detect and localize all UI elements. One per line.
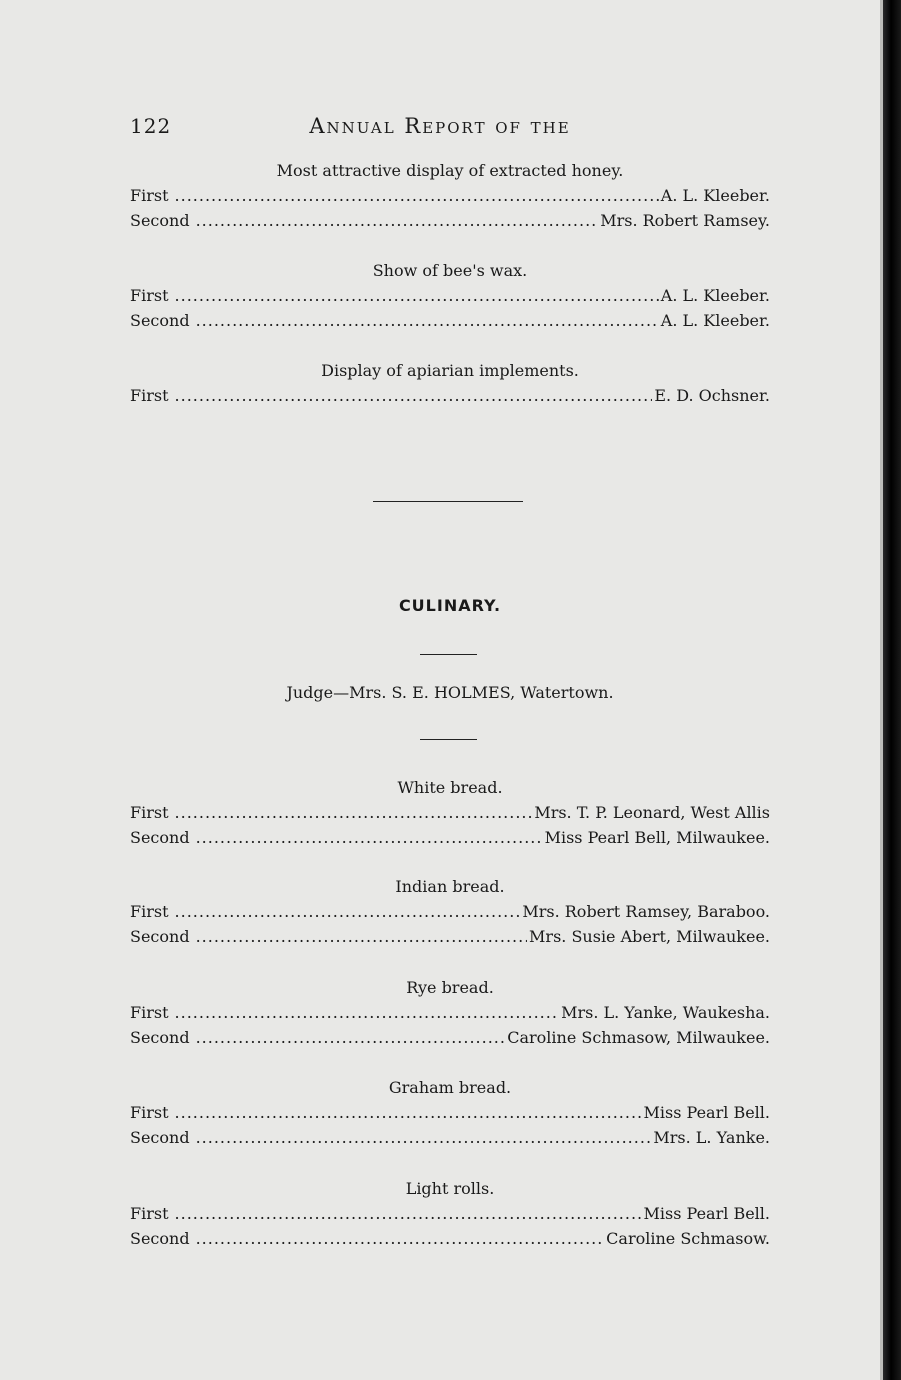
book-binding-edge xyxy=(883,0,901,1380)
winner-name: Mrs. Robert Ramsey, Baraboo. xyxy=(522,902,770,921)
dot-leader xyxy=(196,208,599,233)
place-label: First xyxy=(130,386,169,405)
award-entry xyxy=(130,825,770,850)
dot-leader xyxy=(196,1226,605,1251)
dot-leader xyxy=(175,283,659,308)
section-title: Indian bread. xyxy=(395,877,505,896)
short-rule xyxy=(420,739,477,740)
place-label: Second xyxy=(130,828,190,847)
culinary-heading: CULINARY. xyxy=(398,596,502,615)
page-number: 122 xyxy=(130,114,172,138)
award-section xyxy=(130,158,770,233)
winner-name: A. L. Kleeber. xyxy=(660,311,770,330)
running-head: Annual Report of the xyxy=(309,114,571,138)
award-entry xyxy=(130,308,770,333)
award-entry xyxy=(130,383,770,408)
place-label: First xyxy=(130,1003,169,1022)
dot-leader xyxy=(175,1000,560,1025)
section-divider xyxy=(373,501,523,502)
award-entry xyxy=(130,1100,770,1125)
winner-name: E. D. Ochsner. xyxy=(654,386,770,405)
award-section xyxy=(130,775,770,850)
place-label: Second xyxy=(130,1028,190,1047)
award-entry xyxy=(130,208,770,233)
winner-name: Mrs. Susie Abert, Milwaukee. xyxy=(529,927,770,946)
place-label: First xyxy=(130,1103,169,1122)
winner-name: Mrs. Robert Ramsey. xyxy=(600,211,770,230)
dot-leader xyxy=(175,1201,642,1226)
place-label: First xyxy=(130,286,169,305)
award-entry xyxy=(130,1125,770,1150)
award-section xyxy=(130,258,770,333)
place-label: First xyxy=(130,803,169,822)
place-label: Second xyxy=(130,1229,190,1248)
award-entry xyxy=(130,899,770,924)
winner-name: Mrs. L. Yanke, Waukesha. xyxy=(561,1003,770,1022)
winner-name: Caroline Schmasow. xyxy=(606,1229,770,1248)
dot-leader xyxy=(196,1125,652,1150)
award-entry xyxy=(130,924,770,949)
winner-name: Miss Pearl Bell. xyxy=(643,1103,770,1122)
dot-leader xyxy=(196,308,659,333)
dot-leader xyxy=(175,899,521,924)
winner-name: Mrs. L. Yanke. xyxy=(653,1128,770,1147)
place-label: First xyxy=(130,1204,169,1223)
award-entry xyxy=(130,800,770,825)
place-label: Second xyxy=(130,211,190,230)
award-section xyxy=(130,1176,770,1251)
dot-leader xyxy=(196,924,527,949)
section-title: Most attractive display of extracted honey. xyxy=(276,161,624,180)
place-label: Second xyxy=(130,1128,190,1147)
section-title: Display of apiarian implements. xyxy=(321,361,579,380)
dot-leader xyxy=(175,800,533,825)
award-entry xyxy=(130,183,770,208)
page-header xyxy=(130,114,770,138)
judge-line: Judge—Mrs. S. E. HOLMES, Watertown. xyxy=(286,683,614,702)
place-label: Second xyxy=(130,927,190,946)
section-title: Light rolls. xyxy=(405,1179,495,1198)
winner-name: Caroline Schmasow, Milwaukee. xyxy=(507,1028,770,1047)
section-title: Show of bee's wax. xyxy=(372,261,528,280)
dot-leader xyxy=(196,1025,506,1050)
place-label: Second xyxy=(130,311,190,330)
section-title: Graham bread. xyxy=(388,1078,512,1097)
dot-leader xyxy=(175,183,659,208)
award-section xyxy=(130,1075,770,1150)
winner-name: Mrs. T. P. Leonard, West Allis xyxy=(534,803,770,822)
award-entry xyxy=(130,283,770,308)
place-label: First xyxy=(130,186,169,205)
winner-name: A. L. Kleeber. xyxy=(660,286,770,305)
award-entry xyxy=(130,1025,770,1050)
dot-leader xyxy=(175,1100,642,1125)
short-rule xyxy=(420,654,477,655)
award-section xyxy=(130,975,770,1050)
winner-name: A. L. Kleeber. xyxy=(660,186,770,205)
place-label: First xyxy=(130,902,169,921)
award-entry xyxy=(130,1201,770,1226)
award-section xyxy=(130,874,770,949)
winner-name: Miss Pearl Bell, Milwaukee. xyxy=(544,828,770,847)
dot-leader xyxy=(196,825,543,850)
section-title: White bread. xyxy=(397,778,503,797)
dot-leader xyxy=(175,383,653,408)
section-title: Rye bread. xyxy=(406,978,494,997)
award-entry xyxy=(130,1226,770,1251)
winner-name: Miss Pearl Bell. xyxy=(643,1204,770,1223)
award-section xyxy=(130,358,770,408)
award-entry xyxy=(130,1000,770,1025)
